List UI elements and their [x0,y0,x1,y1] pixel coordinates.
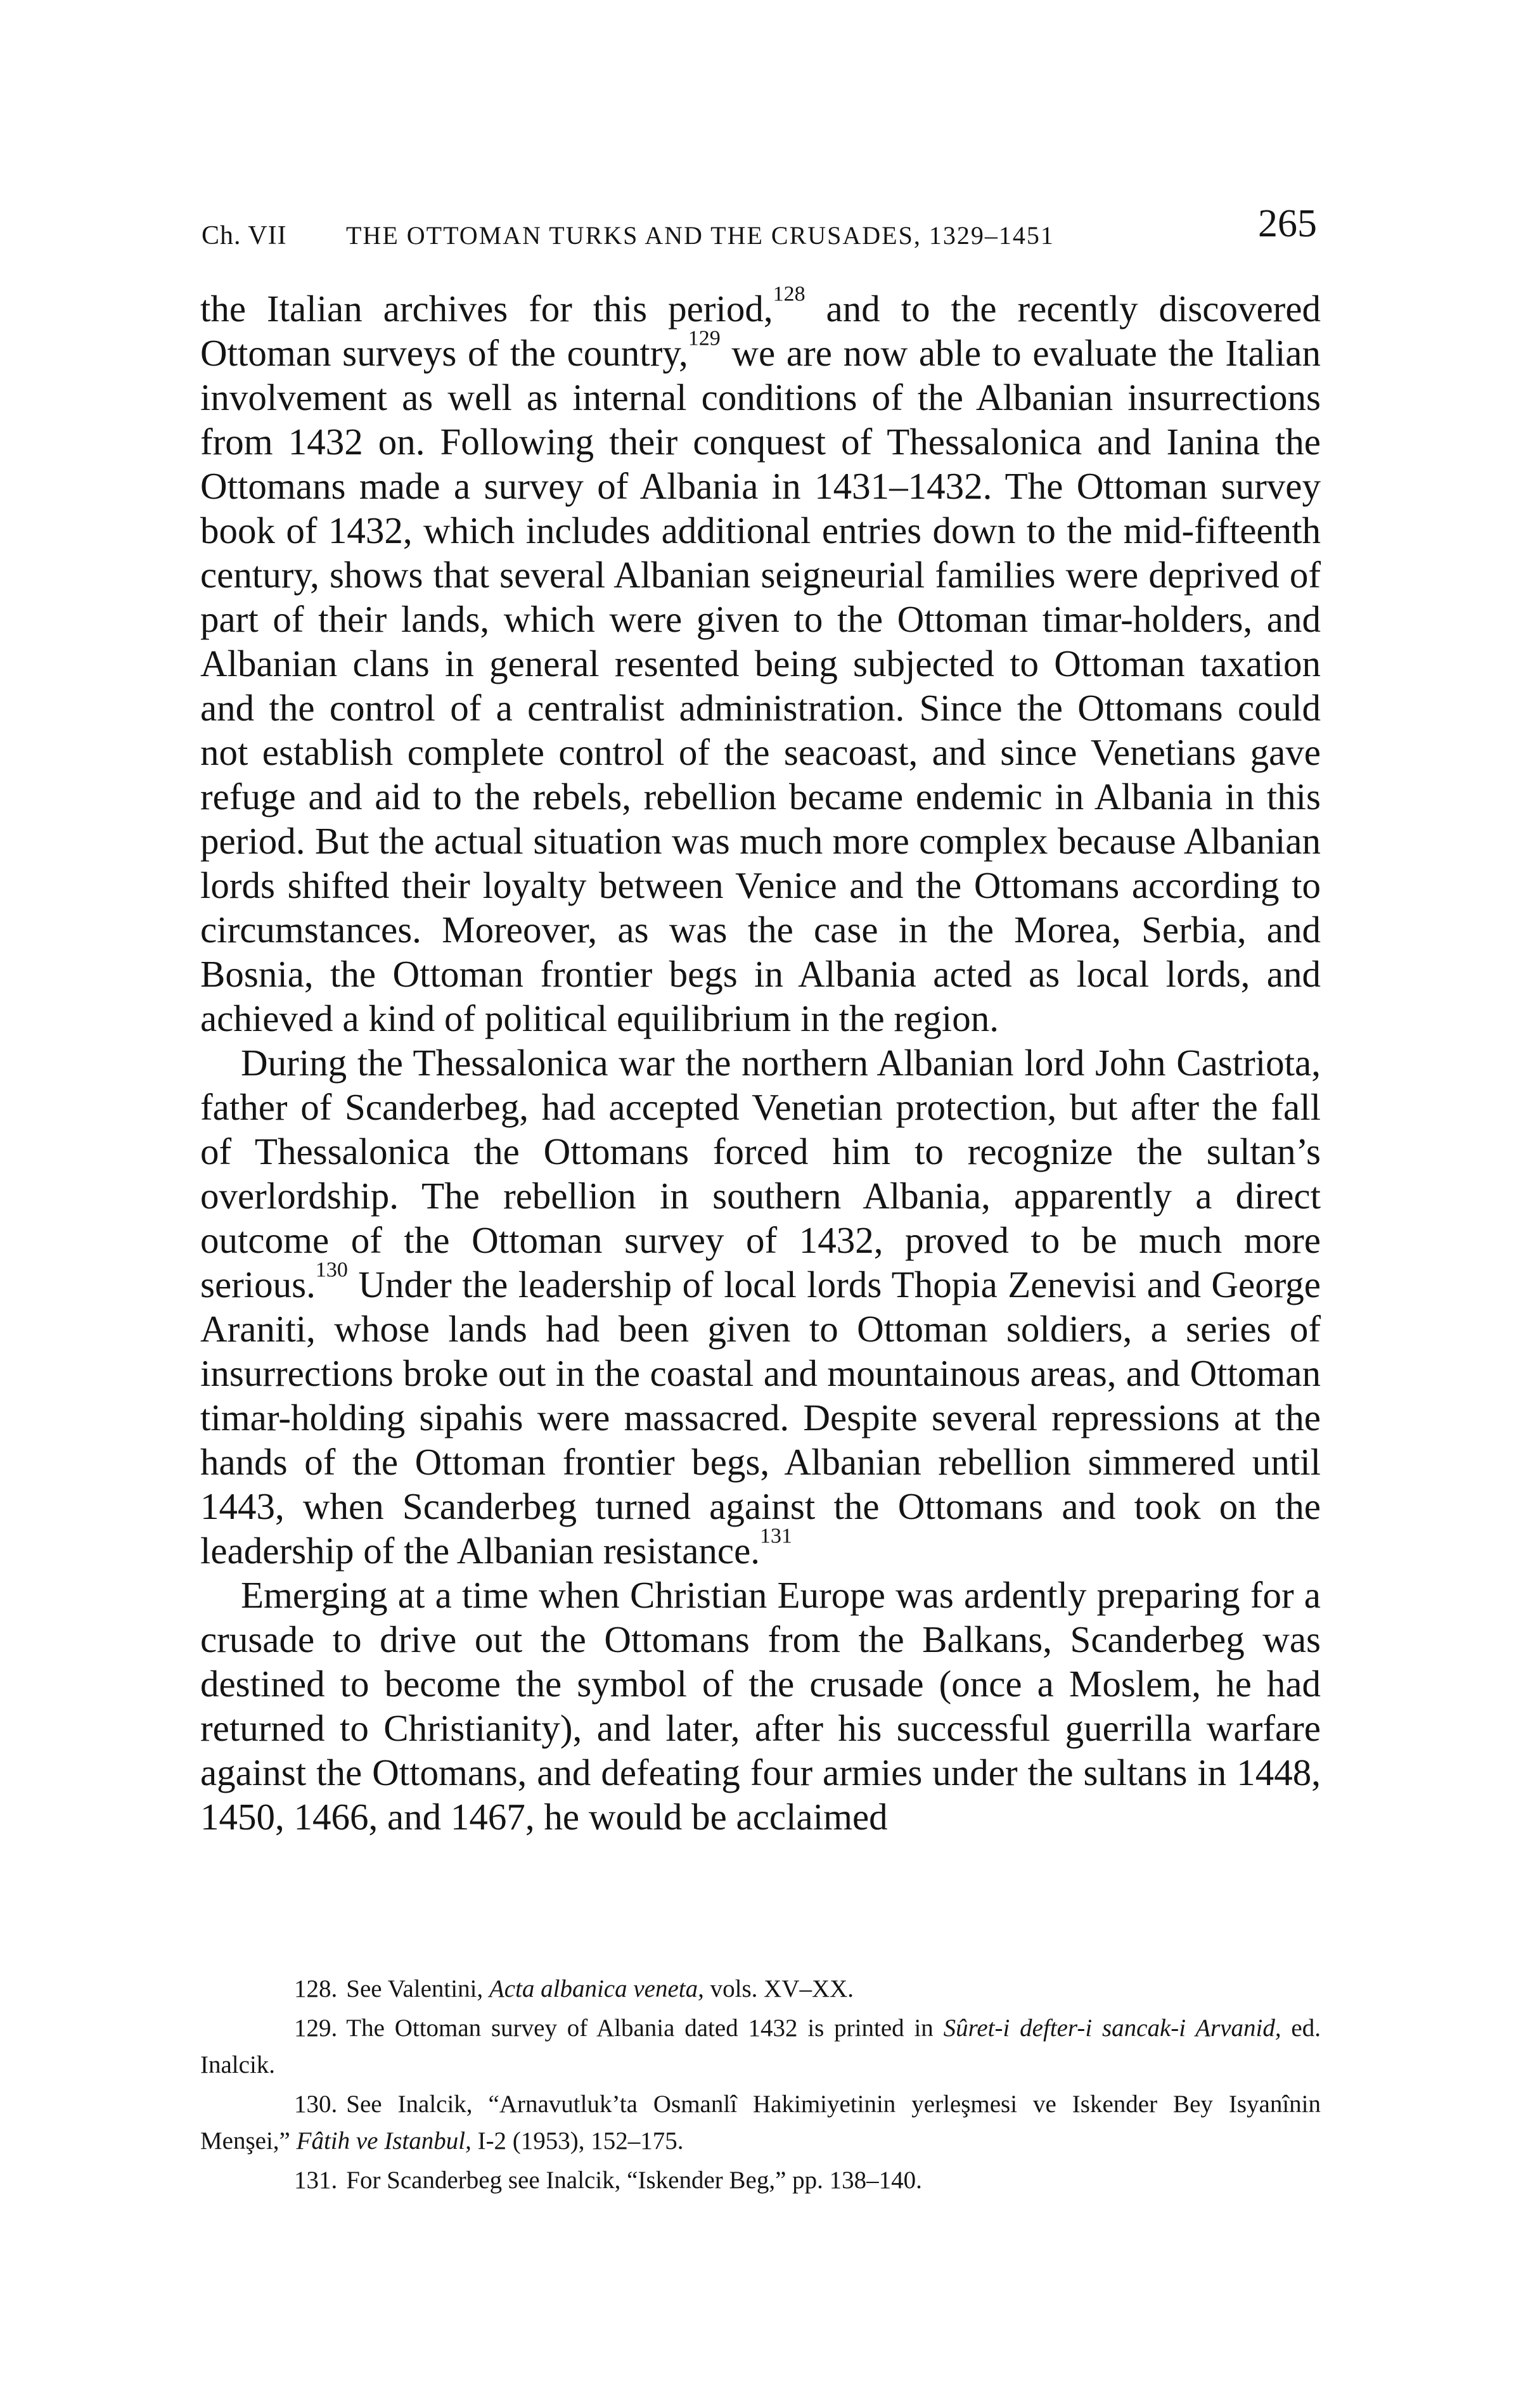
footnote-title: Fâtih ve Istanbul, [296,2127,472,2155]
footnote-number: 129. [294,2014,338,2042]
paragraph-1-text-a: the Italian archives for this period, [200,288,773,330]
footnote-title: Sûret-i defter-i sancak-i Arvanid, [943,2014,1281,2042]
paragraph-1-text-c: we are now able to evaluate the Italian involvement as well as internal conditions of the Albanian insurrections from 1432 on. Following their conquest of Thessalonica and Ianina the Ottomans made a survey of Albania in 1431–1432. The Ottoman survey book of 1432, which includes additional entries down to the mid-fifteenth century, shows that several Albanian seigneurial families were deprived of part of their lands, which were given to the Ottoman timar-holders, and Albanian clans in general resented being subjected to Ottoman taxation and the control of a centralist administration. Since the Ottomans could not establish complete control of the seacoast, and since Venetians gave refuge and aid to the rebels, rebellion became endemic in Albania in this period. But the actual situation was much more complex because Albanian lords shifted their loyalty between Venice and the Ottomans according to circumstances. Moreover, as was the case in the Morea, Serbia, and Bosnia, the Ottoman frontier begs in Albania acted as local lords, and achieved a kind of political equilibrium in the region. [200,332,1321,1039]
paragraph-3 [200,1573,1321,1839]
paragraph-2-text-a: During the Thessalonica war the northern Albanian lord John Castriota, father of Scanderbeg, had accepted Venetian protection, but after the fall of Thessalonica the Ottomans forced him to recognize the sultan’s overlordship. The rebellion in southern Albania, apparently a direct outcome of the Ottoman survey of 1432, proved to be much more serious. [200,1042,1321,1305]
footnote-128 [200,1971,1321,2008]
footnote-text: For Scanderbeg see Inalcik, “Iskender Beg,” pp. 138–140. [346,2167,922,2194]
paragraph-2 [200,1041,1321,1573]
footnote-ref-131: 131 [760,1524,793,1548]
footnotes [200,1971,1321,2201]
page-number: 265 [1258,202,1317,245]
footnote-ref-129: 129 [688,326,721,350]
running-title: THE OTTOMAN TURKS AND THE CRUSADES, 1329–1451 [346,221,1055,250]
footnote-text: See Valentini, [346,1975,489,2002]
chapter-label: Ch. VII [202,221,287,250]
footnote-text: ed. Inalcik. [200,2014,1321,2078]
paragraph-3-text: Emerging at a time when Christian Europe was ardently preparing for a crusade to drive out the Ottomans from the Balkans, Scanderbeg was destined to become the symbol of the crusade (once a Moslem, he had returned to Christianity), and later, after his successful guerrilla warfare against the Ottomans, and defeating four armies under the sultans in 1448, 1450, 1466, and 1467, he would be acclaimed [200,1574,1321,1838]
footnote-130 [200,2086,1321,2160]
paragraph-1 [200,282,1321,1041]
body-text [200,282,1321,1839]
footnote-number: 130. [294,2091,338,2118]
footnote-ref-130: 130 [315,1258,348,1282]
footnote-ref-128: 128 [773,282,805,306]
footnote-text: vols. XV–XX. [703,1975,854,2002]
footnote-131 [200,2162,1321,2199]
paragraph-2-text-b: Under the leadership of local lords Thopia Zenevisi and George Araniti, whose lands had been given to Ottoman soldiers, a series of insurrections broke out in the coastal and mountainous areas, and Ottoman timar-holding sipahis were massacred. Despite several repressions at the hands of the Ottoman frontier begs, Albanian rebellion simmered until 1443, when Scanderbeg turned against the Ottomans and took on the leadership of the Albanian resistance. [200,1264,1321,1572]
running-head [202,202,1317,259]
footnote-text: See Inalcik, “Arnavutluk’ta Osmanlî Hakimiyetinin yerleşmesi ve Iskender Bey Isyanînin Menşei,” [200,2091,1321,2155]
footnote-text: I-2 (1953), 152–175. [471,2127,684,2155]
footnote-number: 131. [294,2167,338,2194]
footnote-number: 128. [294,1975,338,2002]
footnote-title: Acta albanica veneta, [489,1975,704,2002]
paragraph-1-text-b: and to the recently discovered Ottoman surveys of the country, [200,288,1321,374]
footnote-129 [200,2010,1321,2084]
footnote-text: The Ottoman survey of Albania dated 1432 is printed in [346,2014,944,2042]
